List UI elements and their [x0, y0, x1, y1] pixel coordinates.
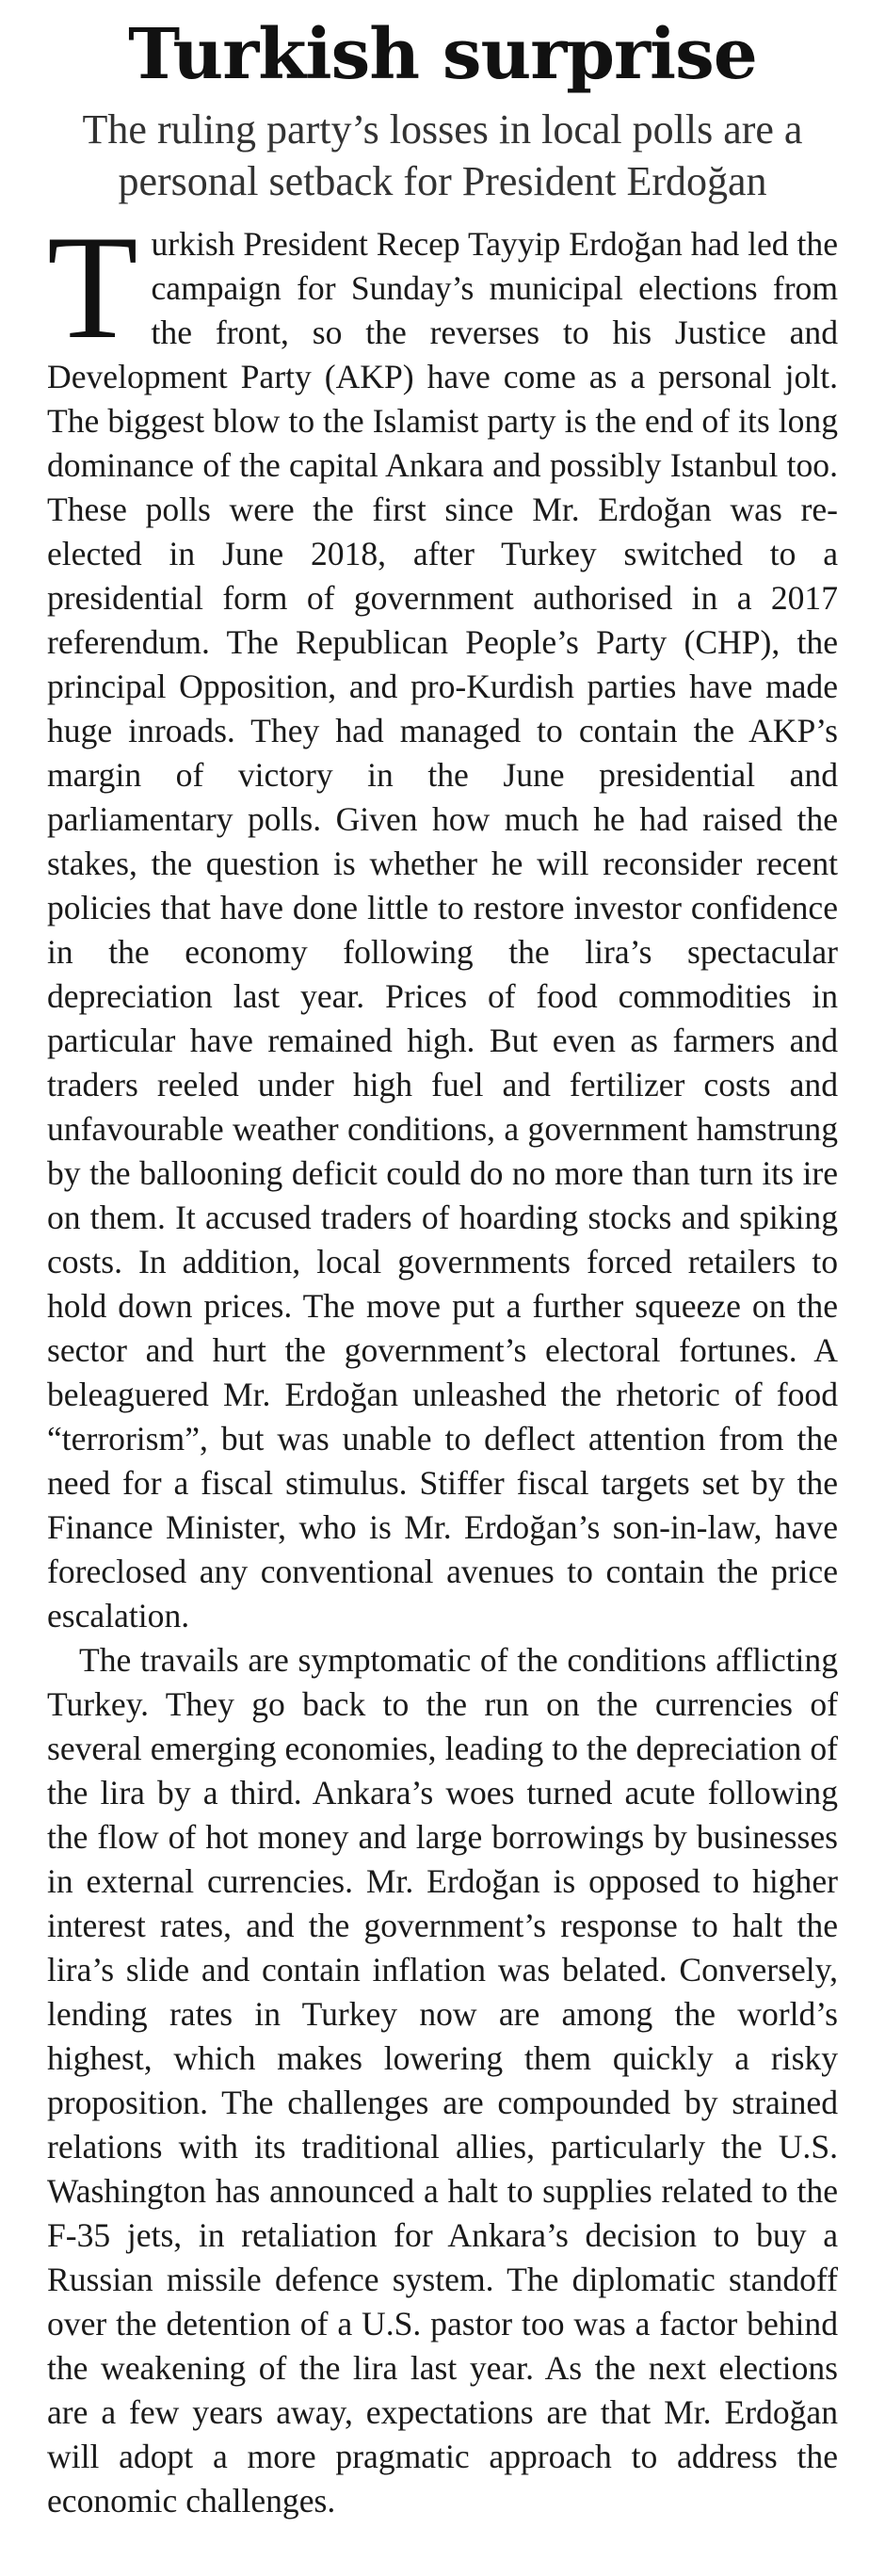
article-body — [47, 205, 838, 2523]
headline: Turkish surprise — [128, 14, 757, 95]
paragraph-1 — [47, 205, 838, 1638]
drop-cap: T — [47, 205, 138, 370]
paragraph-1-text: urkish President Recep Tayyip Erdoğan had led the campaign for Sunday’s municipal elections from the front, so the reverses to his Justice and Development Party (AKP) have come as a personal jolt. The biggest blow to the Islamist party is the end of its long dominance of the capital Ankara and possibly Istanbul too. These polls were the first since Mr. Erdoğan was re-elected in June 2018, after Turkey switched to a presidential form of government authorised in a 2017 referendum. The Republican People’s Party (CHP), the principal Opposition, and pro-Kurdish parties have made huge inroads. They had managed to contain the AKP’s margin of victory in the June presidential and parliamentary polls. Given how much he had raised the stakes, the question is whether he will reconsider recent policies that have done little to restore investor confidence in the economy following the lira’s spectacular depreciation last year. Prices of food commodities in particular have remained high. But even as farmers and traders reeled under high fuel and fertilizer costs and unfavourable weather conditions, a government hamstrung by the ballooning deficit could do no more than turn its ire on them. It accused traders of hoarding stocks and spiking costs. In addition, local governments forced retailers to hold down prices. The move put a further squeeze on the sector and hurt the government’s electoral fortunes. A beleaguered Mr. Erdoğan unleashed the rhetoric of food “terrorism”, but was unable to deflect attention from the need for a fiscal stimulus. Stiffer fiscal targets set by the Finance Minister, who is Mr. Erdoğan’s son-in-law, have foreclosed any conventional avenues to contain the price escalation. — [47, 225, 838, 1634]
paragraph-2: The travails are symptomatic of the conditions afflicting Turkey. They go back to the run on the currencies of several emerging economies, leading to the depreciation of the lira by a third. Ankara’s woes turned acute following the flow of hot money and large borrowings by businesses in external currencies. Mr. Erdoğan is opposed to higher interest rates, and the government’s response to halt the lira’s slide and contain inflation was belated. Conversely, lending rates in Turkey now are among the world’s highest, which makes lowering them quickly a risky proposition. The challenges are compounded by strained relations with its traditional allies, particularly the U.S. Washington has announced a halt to supplies related to the F-35 jets, in retaliation for Ankara’s decision to buy a Russian missile defence system. The diplomatic standoff over the detention of a U.S. pastor too was a factor behind the weakening of the lira last year. As the next elections are a few years away, expectations are that Mr. Erdoğan will adopt a more pragmatic approach to address the economic challenges. — [47, 1641, 838, 2520]
deck-subheadline: The ruling party’s losses in local polls are a personal setback for President Erdoğan — [82, 106, 803, 204]
